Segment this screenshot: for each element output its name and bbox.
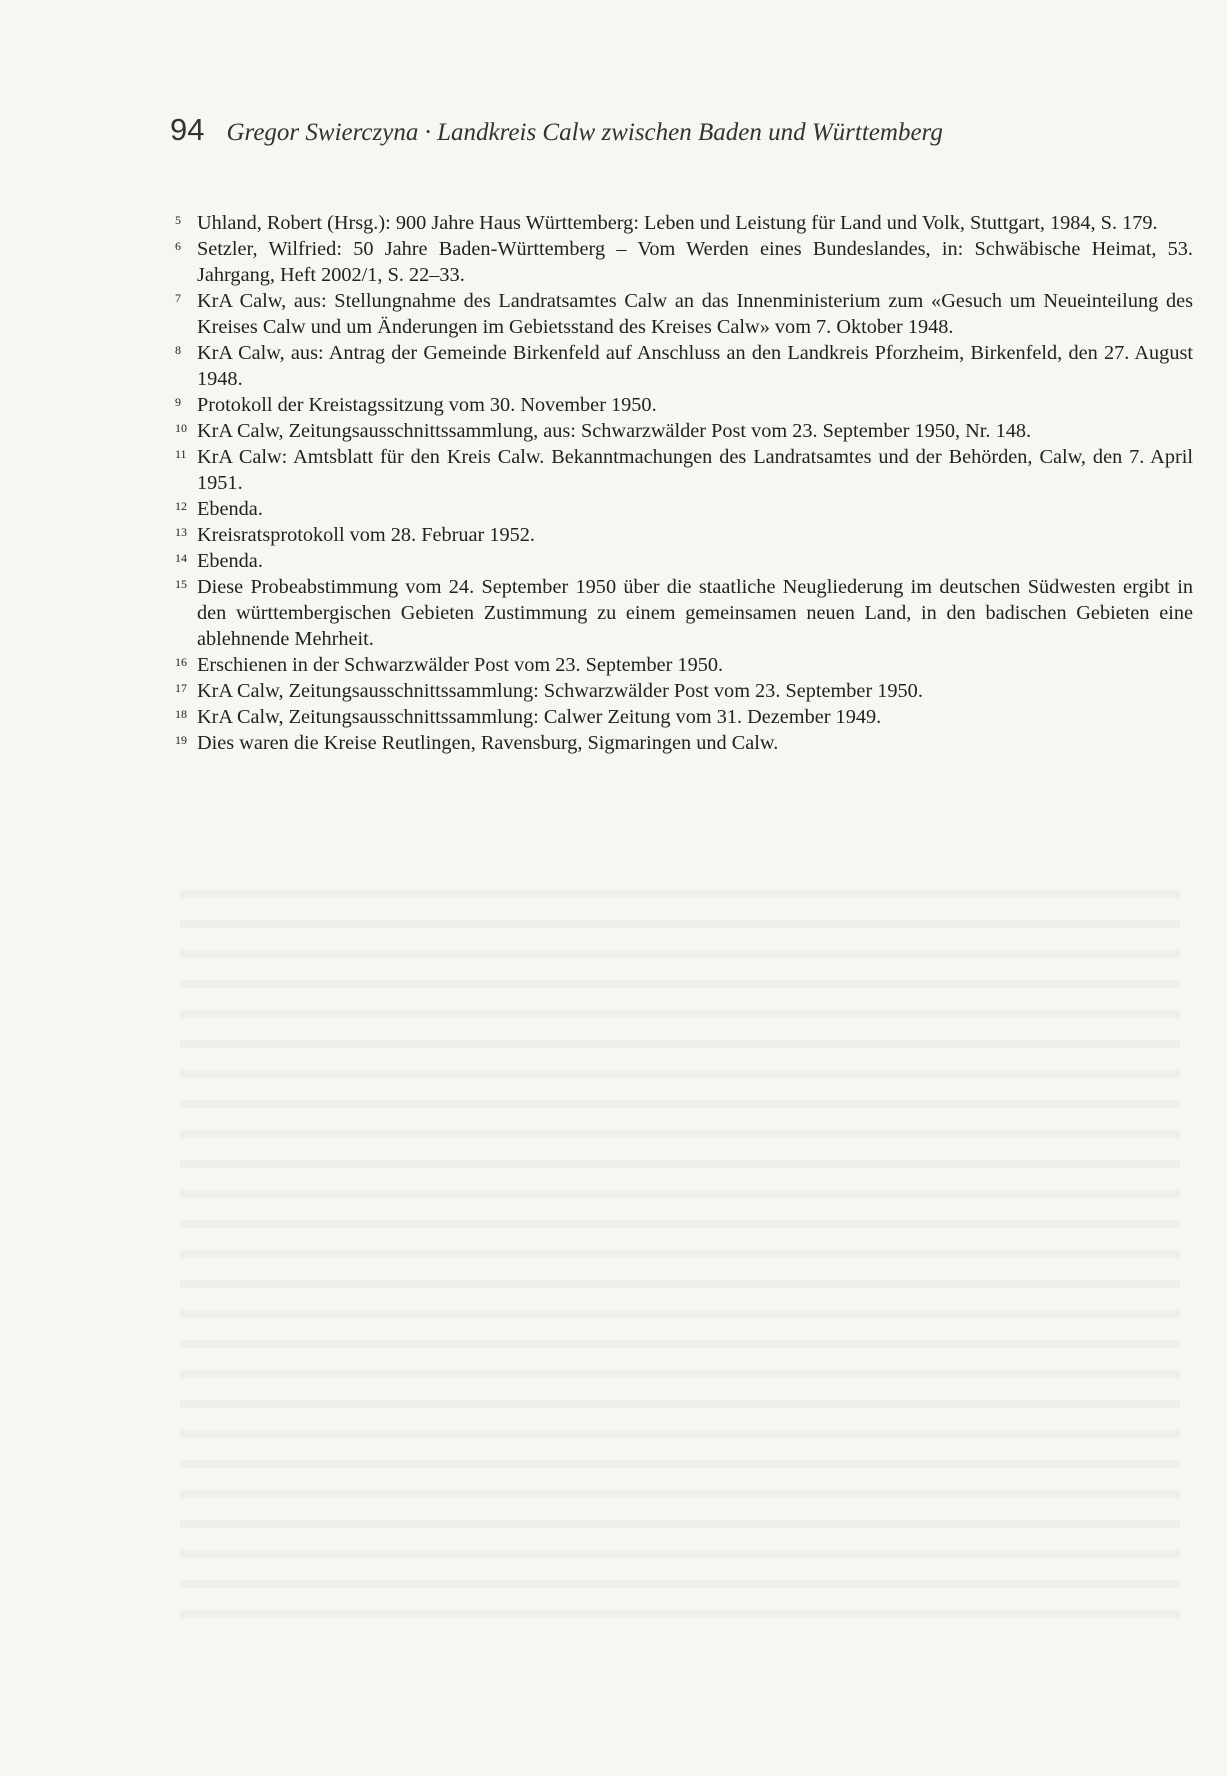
- footnote-number: 13: [175, 525, 187, 539]
- page-number: 94: [170, 112, 205, 147]
- bleed-through-texture: [180, 880, 1180, 1640]
- footnote: [175, 236, 1193, 288]
- footnote-number: 18: [175, 707, 187, 721]
- footnote: [175, 210, 1193, 236]
- footnote-number: 7: [175, 291, 181, 305]
- footnote-number: 5: [175, 213, 181, 227]
- footnote-number: 14: [175, 551, 187, 565]
- footnote-text: Uhland, Robert (Hrsg.): 900 Jahre Haus Württemberg: Leben und Leistung für Land und Volk, Stuttgart, 1984, S. 179.: [197, 212, 1158, 234]
- footnote: [175, 548, 1193, 574]
- footnote: [175, 496, 1193, 522]
- footnote-text: Setzler, Wilfried: 50 Jahre Baden-Württemberg – Vom Werden eines Bundeslandes, in: Schwäbische Heimat, 53. Jahrgang, Heft 2002/1, S. 22–33.: [197, 238, 1193, 286]
- footnote-number: 8: [175, 343, 181, 357]
- footnote-list: [175, 210, 1193, 756]
- footnote-text: Erschienen in der Schwarzwälder Post vom 23. September 1950.: [197, 654, 724, 676]
- footnote-number: 16: [175, 655, 187, 669]
- page-header: [170, 112, 943, 148]
- footnote-text: Ebenda.: [197, 550, 263, 572]
- footnote-number: 12: [175, 499, 187, 513]
- footnote-text: KrA Calw, Zeitungsausschnittssammlung: Calwer Zeitung vom 31. Dezember 1949.: [197, 706, 882, 728]
- footnote-text: KrA Calw, Zeitungsausschnittssammlung, aus: Schwarzwälder Post vom 23. September 1950, Nr. 148.: [197, 420, 1032, 442]
- footnote-text: Protokoll der Kreistagssitzung vom 30. November 1950.: [197, 394, 657, 416]
- running-title: Gregor Swierczyna · Landkreis Calw zwischen Baden und Württemberg: [226, 119, 943, 146]
- footnote-text: KrA Calw: Amtsblatt für den Kreis Calw. Bekanntmachungen des Landratsamtes und der Behörden, Calw, den 7. April 1951.: [197, 446, 1193, 494]
- footnote-text: Kreisratsprotokoll vom 28. Februar 1952.: [197, 524, 535, 546]
- footnote: [175, 288, 1193, 340]
- footnote-number: 15: [175, 577, 187, 591]
- footnote-number: 9: [175, 395, 181, 409]
- footnote: [175, 392, 1193, 418]
- footnote-text: KrA Calw, Zeitungsausschnittssammlung: Schwarzwälder Post vom 23. September 1950.: [197, 680, 923, 702]
- footnote-text: KrA Calw, aus: Antrag der Gemeinde Birkenfeld auf Anschluss an den Landkreis Pforzheim, Birkenfeld, den 27. August 1948.: [197, 342, 1193, 390]
- footnote: [175, 652, 1193, 678]
- footnote: [175, 704, 1193, 730]
- footnote: [175, 678, 1193, 704]
- footnote-number: 17: [175, 681, 187, 695]
- footnote: [175, 522, 1193, 548]
- footnote-text: Ebenda.: [197, 498, 263, 520]
- footnote: [175, 418, 1193, 444]
- footnote-text: Dies waren die Kreise Reutlingen, Ravensburg, Sigmaringen und Calw.: [197, 732, 779, 754]
- footnote-number: 10: [175, 421, 187, 435]
- footnote-number: 19: [175, 733, 187, 747]
- footnote: [175, 444, 1193, 496]
- footnote-number: 6: [175, 239, 181, 253]
- footnote: [175, 340, 1193, 392]
- footnote: [175, 574, 1193, 652]
- footnote-text: Diese Probeabstimmung vom 24. September 1950 über die staatliche Neugliederung im deutschen Südwesten ergibt in den württembergischen Gebieten Zustimmung zu einem gemeinsamen neuen Land, in den badischen Gebieten eine ablehnende Mehrheit.: [197, 576, 1193, 650]
- footnote: [175, 730, 1193, 756]
- footnote-number: 11: [175, 447, 187, 461]
- footnote-text: KrA Calw, aus: Stellungnahme des Landratsamtes Calw an das Innenministerium zum «Gesuch um Neueinteilung des Kreises Calw und um Änderungen im Gebietsstand des Kreises Calw» vom 7. Oktober 1948.: [197, 290, 1193, 338]
